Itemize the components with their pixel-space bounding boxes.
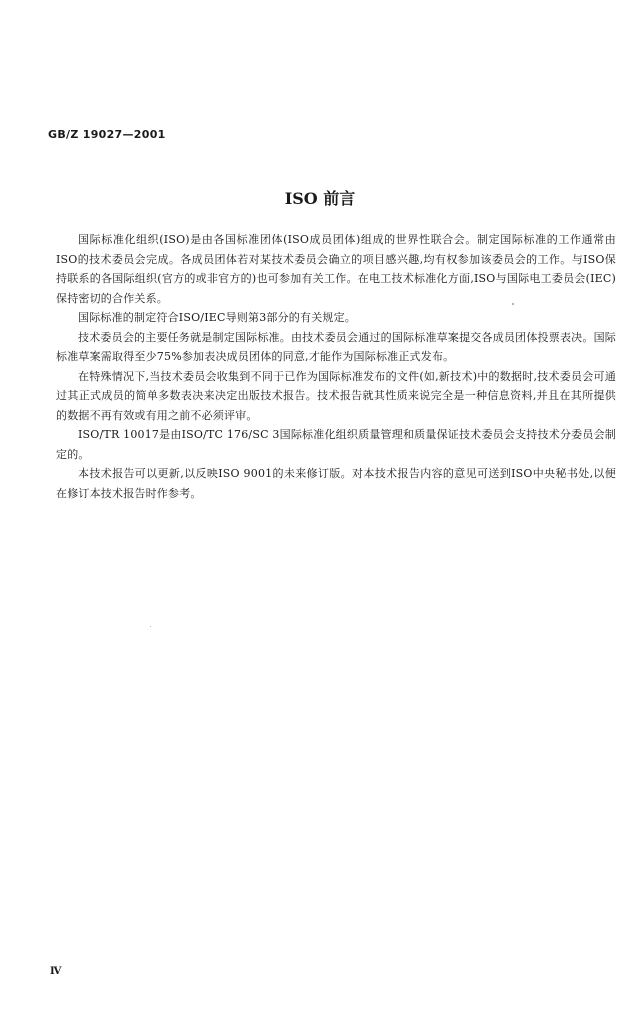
paragraph-committee-tasks: 技术委员会的主要任务就是制定国际标准。由技术委员会通过的国际标准草案提交各成员团体投票表决。国际标准草案需取得至少75%参加表决成员团体的同意,才能作为国际标准正式发布。 [56, 330, 616, 363]
paragraph-technical-reports: 在特殊情况下,当技术委员会收集到不同于已作为国际标准发布的文件(如,新技术)中的数据时,技术委员会可通过其正式成员的简单多数表决来决定出版技术报告。技术报告就其性质来说完全是一种信息资料,并且在其所提供的数据不再有效或有用之前不必须评审。 [56, 369, 616, 422]
paragraph-iec-directives: 国际标准的制定符合ISO/IEC导则第3部分的有关规定。 [78, 311, 356, 324]
scan-speck [150, 626, 151, 627]
foreword-body [56, 230, 616, 503]
page-title: ISO 前言 [284, 189, 356, 208]
paragraph-updates: 本技术报告可以更新,以反映ISO 9001的未来修订版。对本技术报告内容的意见可送到ISO中央秘书处,以便在修订本技术报告时作参考。 [56, 467, 616, 500]
paragraph-iso-organization: 国际标准化组织(ISO)是由各国标准团体(ISO成员团体)组成的世界性联合会。制定国际标准的工作通常由ISO的技术委员会完成。各成员团体若对某技术委员会确立的项目感兴趣,均有权参加该委员会的工作。与ISO保持联系的各国际组织(官方的或非官方的)也可参加有关工作。在电工技术标准化方面,ISO与国际电工委员会(IEC)保持密切的合作关系。 [56, 233, 616, 305]
scan-speck [512, 303, 514, 305]
paragraph-tr-10017: ISO/TR 10017是由ISO/TC 176/SC 3国际标准化组织质量管理和质量保证技术委员会支持技术分委员会制定的。 [56, 428, 616, 461]
page-number: Ⅳ [50, 966, 62, 977]
standard-code: GB/Z 19027—2001 [48, 128, 166, 141]
